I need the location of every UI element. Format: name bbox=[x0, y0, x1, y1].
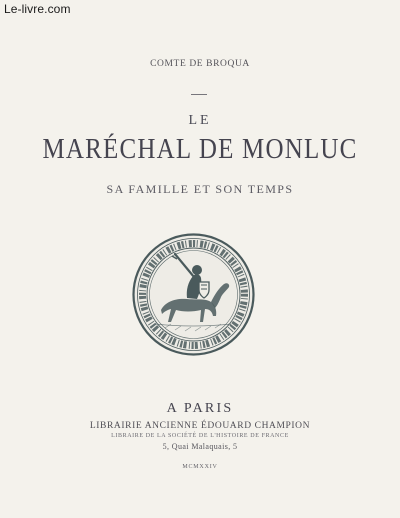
imprint-date: MCMXXIV bbox=[182, 464, 218, 470]
author-name: COMTE DE BROQUA bbox=[150, 59, 250, 69]
book-subtitle: SA FAMILLE ET SON TEMPS bbox=[106, 182, 294, 196]
imprint-city: A PARIS bbox=[166, 401, 234, 416]
imprint-address: 5, Quai Malaquais, 5 bbox=[162, 442, 238, 451]
imprint-publisher: LIBRAIRIE ANCIENNE ÉDOUARD CHAMPION bbox=[89, 421, 311, 431]
equestrian-seal-icon bbox=[131, 232, 256, 357]
imprint-publisher-note: LIBRAIRE DE LA SOCIÉTÉ DE L'HISTOIRE DE FRANCE bbox=[111, 433, 289, 439]
title-article: LE bbox=[188, 113, 212, 128]
separator-rule bbox=[191, 94, 207, 95]
watermark: Le-livre.com bbox=[4, 2, 71, 16]
book-title: MARÉCHAL DE MONLUC bbox=[42, 134, 358, 165]
